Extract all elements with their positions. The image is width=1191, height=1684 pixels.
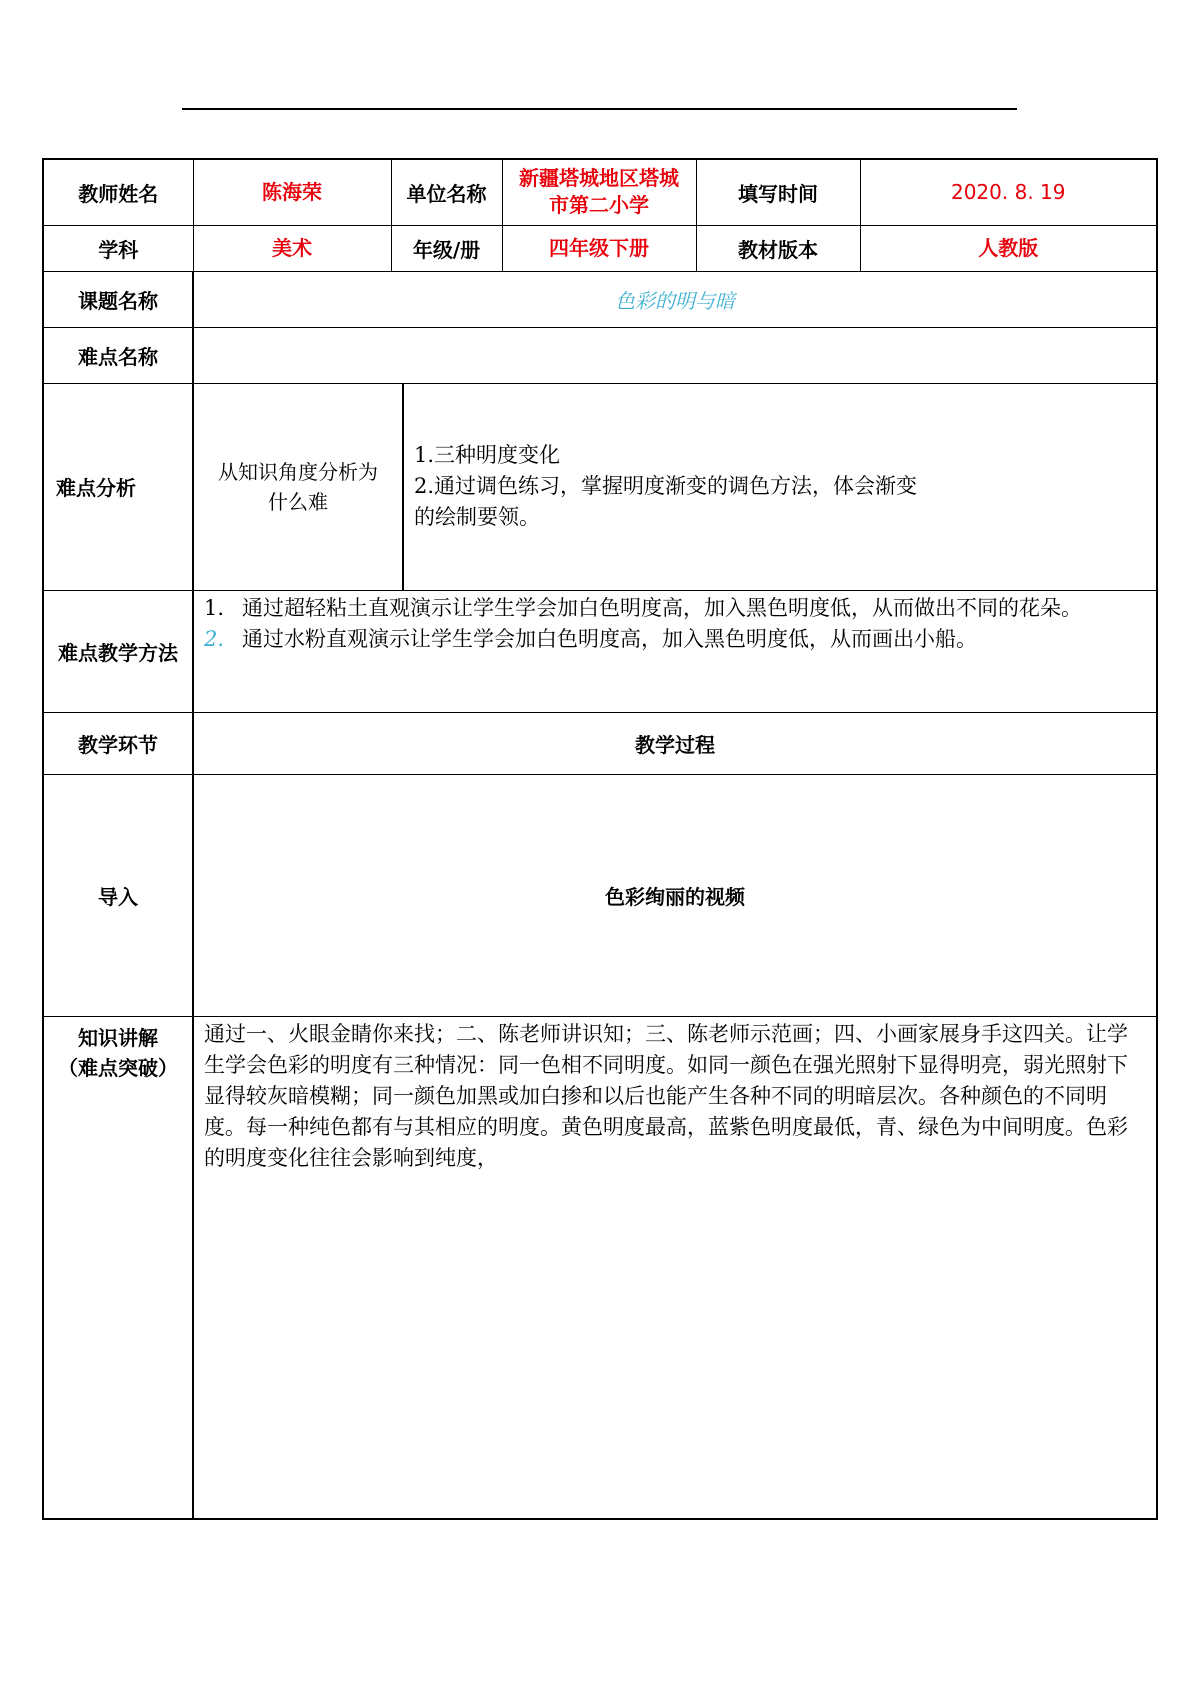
method-item-number: 2. [204,626,225,651]
method-item-text: 通过水粉直观演示让学生学会加白色明度高，加入黑色明度低，从而画出小船。 [242,626,977,651]
row-intro [43,774,1157,1016]
analysis-content [403,383,1157,590]
topic-value: 色彩的明与暗 [193,271,1157,327]
knowledge-label [43,1016,193,1519]
knowledge-content: 通过一、火眼金睛你来找；二、陈老师讲识知；三、陈老师示范画；四、小画家展身手这四关。让学生学会色彩的明度有三种情况：同一色相不同明度。如同一颜色在强光照射下显得明亮，弱光照射下显得较灰暗模糊；同一颜色加黑或加白掺和以后也能产生各种不同的明暗层次。各种颜色的不同明度。每一种纯色都有与其相应的明度。黄色明度最高，蓝紫色明度最低，青、绿色为中间明度。色彩的明度变化往往会影响到纯度， [193,1016,1157,1519]
intro-label: 导入 [43,774,193,1016]
unit-value-line1: 新疆塔城地区塔城 [519,166,679,191]
step-label: 教学环节 [43,712,193,774]
analysis-label: 难点分析 [43,383,193,590]
unit-label: 单位名称 [391,159,502,225]
date-label: 填写时间 [696,159,860,225]
topic-label: 课题名称 [43,271,193,327]
unit-value-line2: 市第二小学 [549,193,649,218]
row-knowledge [43,1016,1157,1519]
method-item-text: 通过超轻粘土直观演示让学生学会加白色明度高，加入黑色明度低，从而做出不同的花朵。 [242,595,1082,620]
method-item [204,593,1148,624]
difficulty-name-label: 难点名称 [43,327,193,383]
teacher-name-value: 陈海荣 [193,159,391,225]
unit-value [502,159,696,225]
difficulty-name-value [193,327,1157,383]
grade-label: 年级/册 [391,225,502,271]
row-analysis [43,383,1157,590]
method-content [193,590,1157,712]
method-label: 难点教学方法 [43,590,193,712]
grade-value: 四年级下册 [502,225,696,271]
analysis-sub-label-line2: 什么难 [268,489,328,514]
analysis-line1: 1.三种明度变化 [414,443,561,467]
row-step-header [43,712,1157,774]
textbook-label: 教材版本 [696,225,860,271]
subject-label: 学科 [43,225,193,271]
knowledge-label-line1: 知识讲解 [78,1025,158,1050]
header-rule [182,108,1017,110]
row-teacher [43,159,1157,225]
row-difficulty-name [43,327,1157,383]
teacher-name-label: 教师姓名 [43,159,193,225]
row-topic [43,271,1157,327]
analysis-line2: 2.通过调色练习，掌握明度渐变的调色方法，体会渐变 [414,474,918,498]
process-label: 教学过程 [193,712,1157,774]
analysis-line3: 的绘制要领。 [414,505,540,529]
date-value: 2020. 8. 19 [860,159,1157,225]
subject-value: 美术 [193,225,391,271]
method-item-number: 1. [204,595,225,620]
row-subject [43,225,1157,271]
analysis-sub-label-line1: 从知识角度分析为 [218,459,378,484]
knowledge-label-line2: （难点突破） [58,1055,178,1080]
intro-content: 色彩绚丽的视频 [193,774,1157,1016]
analysis-sub-label [193,383,403,590]
row-method [43,590,1157,712]
lesson-form-table [42,158,1158,1520]
method-item [204,624,1148,655]
textbook-value: 人教版 [860,225,1157,271]
